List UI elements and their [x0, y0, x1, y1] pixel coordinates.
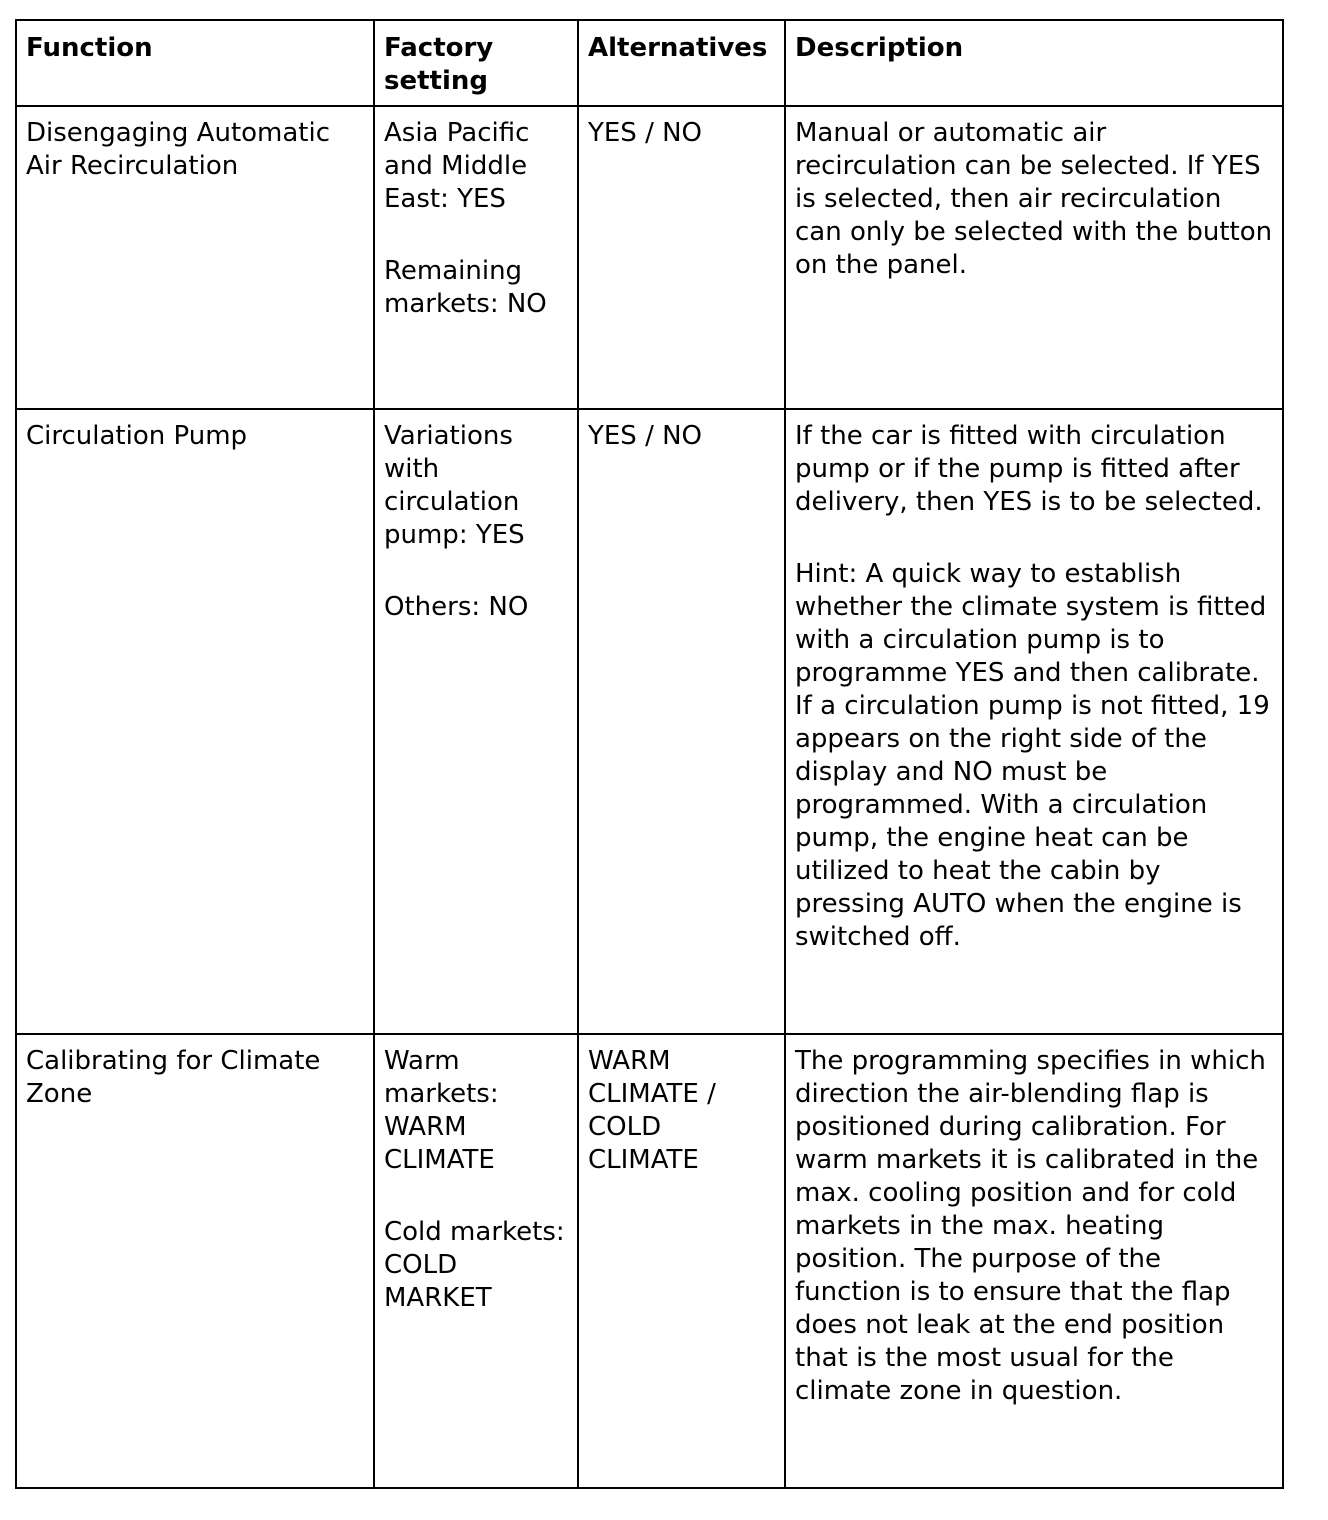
table-row: [16, 106, 1283, 409]
description-hint-text: Hint: A quick way to establish whether the climate system is fitted with a circulation pump is to programme YES and then calibrate. If a circulation pump is not fitted, 19 appears on the right side of the display and NO must be programmed. With a circulation pump, the engine heat can be utilized to heat the cabin by pressing AUTO when the engine is switched off.: [795, 559, 1270, 952]
factory-setting-text: Asia Pacific and Middle East: YES: [384, 118, 530, 214]
factory-setting-text: Cold markets: COLD MARKET: [384, 1217, 565, 1313]
header-description: Description: [785, 20, 1283, 106]
factory-setting-text: Variations with circulation pump: YES: [384, 421, 525, 550]
description-text: If the car is fitted with circulation pump or if the pump is fitted after delivery, then YES is to be selected.: [795, 421, 1263, 517]
settings-table: [15, 19, 1284, 1489]
cell-function: Circulation Pump: [16, 409, 374, 1034]
factory-setting-text: Warm markets: WARM CLIMATE: [384, 1046, 499, 1175]
cell-function: Calibrating for Climate Zone: [16, 1034, 374, 1488]
header-factory-setting: Factory setting: [374, 20, 578, 106]
cell-description: [785, 409, 1283, 1034]
cell-description: [785, 1034, 1283, 1488]
factory-setting-text: Remaining markets: NO: [384, 256, 547, 319]
cell-factory-setting: [374, 106, 578, 409]
header-alternatives: Alternatives: [578, 20, 785, 106]
table-header-row: [16, 20, 1283, 106]
cell-description: [785, 106, 1283, 409]
description-text: The programming specifies in which direction the air-blending flap is positioned during calibration. For warm markets it is calibrated in the max. cooling position and for cold markets in the max. heating position. The purpose of the function is to ensure that the flap does not leak at the end position that is the most usual for the climate zone in question.: [795, 1046, 1266, 1406]
header-function: Function: [16, 20, 374, 106]
description-text: Manual or automatic air recirculation can be selected. If YES is selected, then air recirculation can only be selected with the button on the panel.: [795, 118, 1273, 280]
cell-factory-setting: [374, 1034, 578, 1488]
table-row: [16, 1034, 1283, 1488]
cell-alternatives: YES / NO: [578, 409, 785, 1034]
cell-factory-setting: [374, 409, 578, 1034]
table-row: [16, 409, 1283, 1034]
cell-alternatives: YES / NO: [578, 106, 785, 409]
cell-function: Disengaging Automatic Air Recirculation: [16, 106, 374, 409]
cell-alternatives: WARM CLIMATE / COLD CLIMATE: [578, 1034, 785, 1488]
factory-setting-text: Others: NO: [384, 592, 529, 622]
